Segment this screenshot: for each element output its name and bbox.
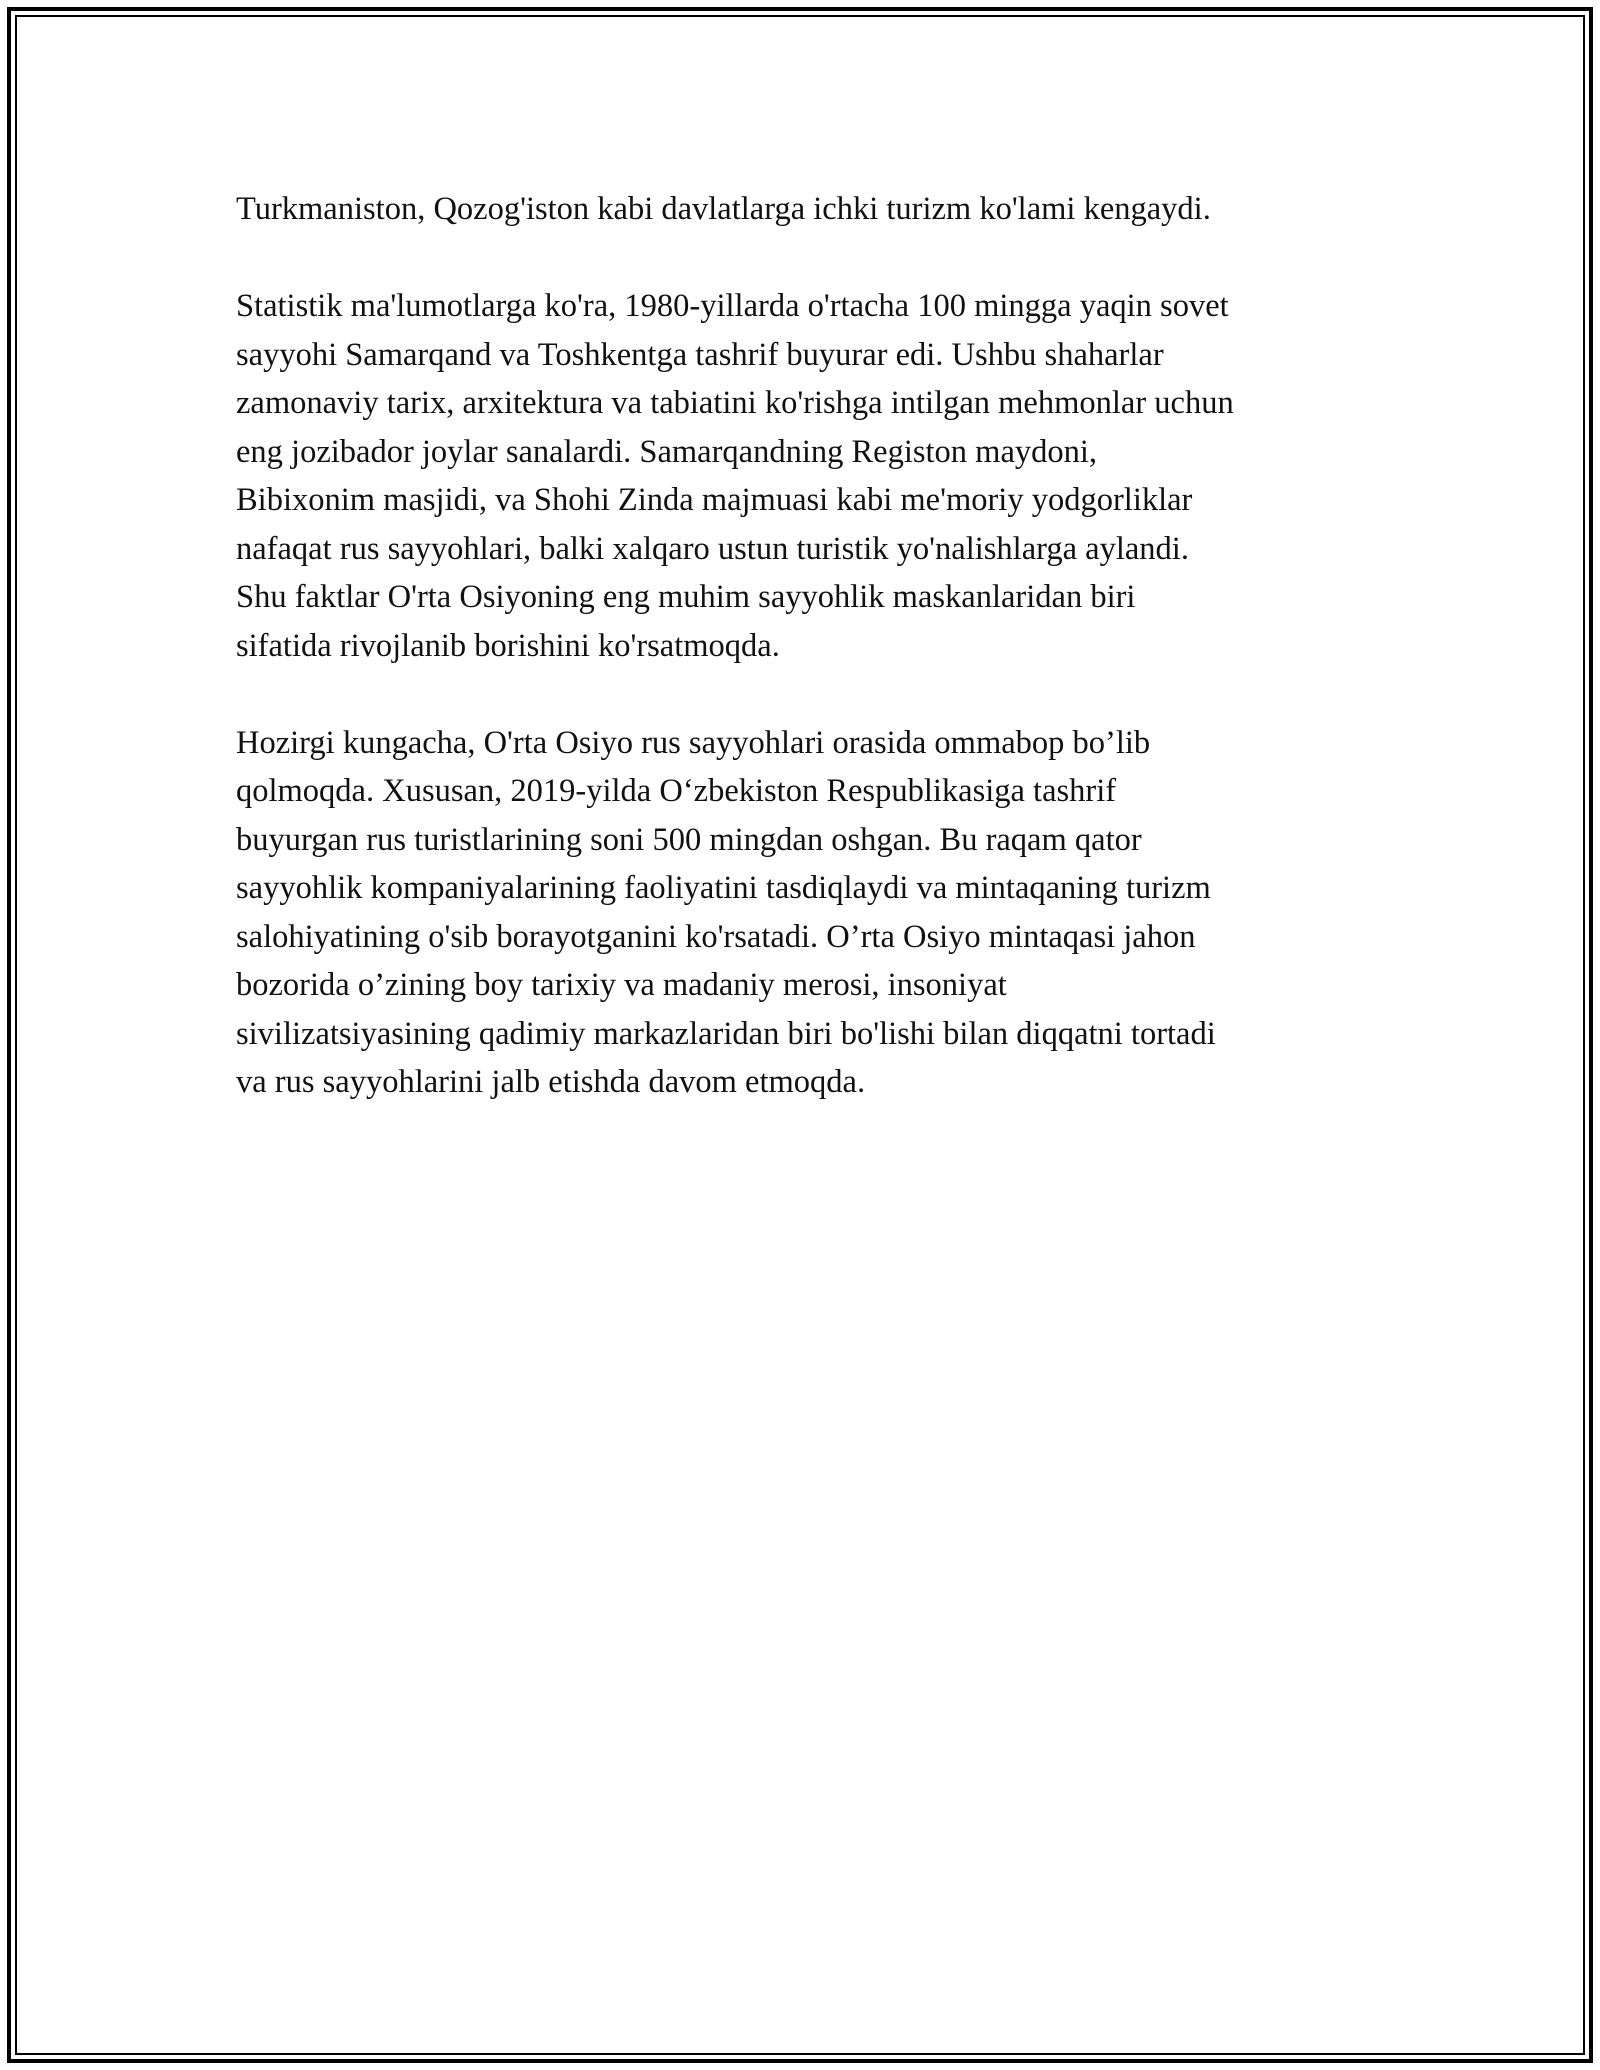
paragraph-3: Hozirgi kungacha, O'rta Osiyo rus sayyohlari orasida ommabop bo’lib qolmoqda. Xususan, 2019-yilda O‘zbekiston Respublikasiga tashrif buyurgan rus turistlarining soni 500 mingdan oshgan. Bu raqam qator sayyohlik kompaniyalarining faoliyatini tasdiqlaydi va mintaqaning turizm salohiyatining o'sib borayotganini ko'rsatadi. O’rta Osiyo mintaqasi jahon bozorida o’zining boy tarixiy va madaniy merosi, insoniyat sivilizatsiyasining qadimiy markazlaridan biri bo'lishi bilan diqqatni tortadi va rus sayyohlarini jalb etishda davom etmoqda. [236, 724, 1216, 1100]
document-body [236, 185, 1376, 1107]
paragraph-2: Statistik ma'lumotlarga ko'ra, 1980-yillarda o'rtacha 100 mingga yaqin sovet sayyohi Samarqand va Toshkentga tashrif buyurar edi. Ushbu shaharlar zamonaviy tarix, arxitektura va tabiatini ko'rishga intilgan mehmonlar uchun eng jozibador joylar sanalardi. Samarqandning Registon maydoni, Bibixonim masjidi, va Shohi Zinda majmuasi kabi me'moriy yodgorliklar nafaqat rus sayyohlari, balki xalqaro ustun turistik yo'nalishlarga aylandi. Shu faktlar O'rta Osiyoning eng muhim sayyohlik maskanlaridan biri sifatida rivojlanib borishini ko'rsatmoqda. [236, 288, 1234, 664]
paragraph-1: Turkmaniston, Qozog'iston kabi davlatlarga ichki turizm ko'lami kengaydi. [236, 191, 1211, 227]
